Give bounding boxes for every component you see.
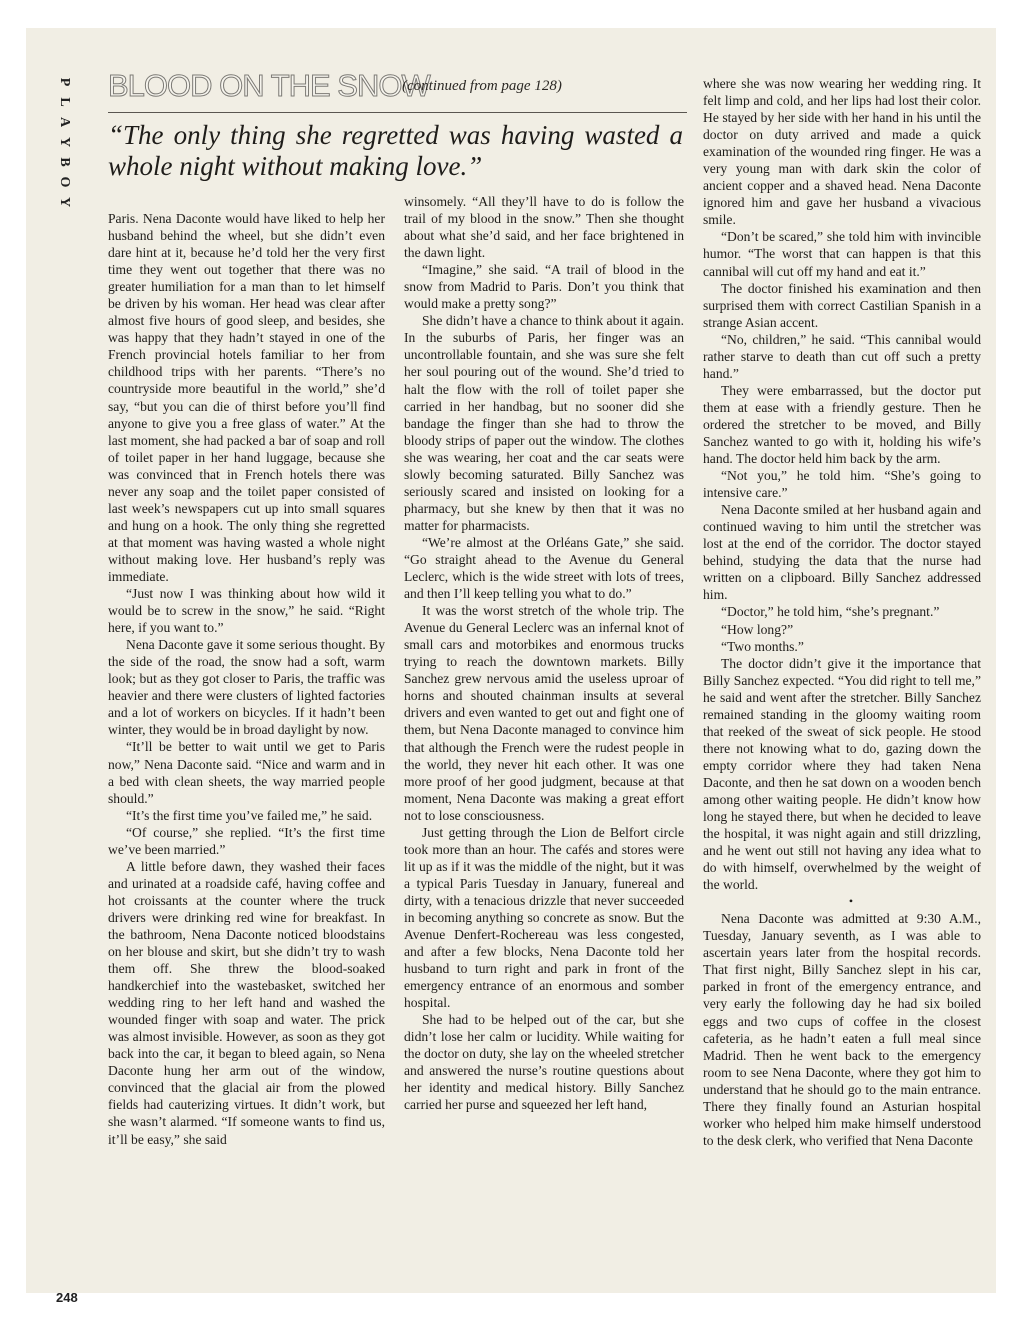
section-divider: • bbox=[848, 894, 854, 909]
paragraph: Nena Daconte smiled at her husband again and continued waving to him until the stretcher was lost at the end of the corridor. The doctor stayed behind, studying the data that the nurse had written on a clipboard. Billy Sanchez addressed him. bbox=[703, 502, 981, 603]
paragraph: “We’re almost at the Orléans Gate,” she said. “Go straight ahead to the Avenue du General Leclerc, which is the wide street with lots of trees, and then I’ll keep telling you what to do.” bbox=[404, 534, 684, 602]
paragraph: They were embarrassed, but the doctor put them at ease with a friendly gesture. Then he ordered the stretcher to be moved, and Billy Sanchez wanted to go with it, holding his wife’s hand. The doctor held him back by the arm. bbox=[703, 382, 981, 467]
paragraph: Just getting through the Lion de Belfort circle took more than an hour. The cafés and stores were lit up as if it was the middle of the night, but it was a typical Paris Tuesday in January, funereal and dirty, with a tenacious drizzle that never succeeded in becoming anything so concrete as snow. But the Avenue Denfert-Rochereau was less congested, and after a few blocks, Nena Daconte told her husband to turn right and park in front of the emergency entrance of an enormous and somber hospital. bbox=[404, 824, 684, 1011]
paragraph: Paris. Nena Daconte would have liked to help her husband behind the wheel, but she didn’t even dare hint at it, because he’d told her the very first time they went out together that there was no greater humiliation for a man than to let himself be driven by his woman. Her head was clear after almost five hours of good sleep, and besides, she was happy that they hadn’t stayed in one of the French provincial hotels familiar to her from childhood trips with her parents. “There’s no countryside more beautiful in the world,” she’d say, “but you can die of thirst before you’ll find anyone to give you a free glass of water.” At the last moment, she had packed a bar of soap and roll of toilet paper in her hand luggage, because she was convinced that in French hotels there was never any soap and the toilet paper consisted of last week’s newspapers cut up into small squares and hung on a hook. The only thing she regretted at that moment was having wasted a whole night without making love. Her husband’s reply was immediate. bbox=[108, 211, 385, 584]
paragraph: It was the worst stretch of the whole trip. The Avenue du General Leclerc was an infernal knot of small cars and motorbikes and enormous trucks trying to reach the downtown markets. Billy Sanchez grew nervous amid the useless uproar of horns and shouted chainman insults at several drivers and even wanted to get out and fight one of them, but Nena Daconte managed to convince him that although the French were the rudest people in the world, they never hit each other. It was one more proof of her good judgment, because at that moment, Nena Daconte was making a great effort not to lose consciousness. bbox=[404, 603, 684, 823]
paragraph: “No, children,” he said. “This cannibal would rather starve to death than cut off such a pretty hand.” bbox=[703, 331, 981, 381]
paragraph: A little before dawn, they washed their faces and urinated at a roadside café, having coffee and hot croissants at the counter where the truck drivers were drinking red wine for breakfast. In the bathroom, Nena Daconte noticed bloodstains on her blouse and skirt, but she didn’t try to wash them off. She threw the blood-soaked handkerchief into the wastebasket, switched her wedding ring to her left hand and washed the wounded finger with soap and water. The prick was almost invisible. However, as soon as they got back into the car, it began to bleed again, so Nena Daconte hung her arm out of the window, convinced that the glacial air from the plowed fields had cauterizing virtues. It didn’t work, but she wasn’t alarmed. “If someone wants to find us, it’ll be easy,” she said bbox=[108, 858, 385, 1147]
paragraph: Nena Daconte was admitted at 9:30 A.M., Tuesday, January seventh, as I was able to ascertain years later from the hospital records. That first night, Billy Sanchez slept in his car, parked in front of the emergency entrance, and very early the following day he had six boiled eggs and two cups of coffee in the closest cafeteria, as he hadn’t eaten a full meal since Madrid. Then he went back to the emergency room to see Nena Daconte, where they got him to understand that he should go to the main entrance. There they finally found an Asturian hospital worker who helped him make himself understood to the desk clerk, who verified that Nena Daconte bbox=[703, 911, 981, 1148]
paragraph: The doctor finished his examination and then surprised them with correct Castilian Spanish in a strange Asian accent. bbox=[703, 280, 981, 330]
text-column-3 bbox=[703, 75, 981, 1149]
title-rule bbox=[108, 112, 687, 113]
paragraph: “It’s the first time you’ve failed me,” he said. bbox=[126, 807, 373, 823]
text-column-2 bbox=[404, 193, 684, 1114]
paragraph: She had to be helped out of the car, but she didn’t lose her calm or lucidity. While waiting for the doctor on duty, she lay on the wheeled stretcher and answered the nurse’s routine questions about her identity and medical history. Billy Sanchez carried her purse and squeezed her left hand, bbox=[404, 1012, 684, 1113]
paragraph: “Of course,” she replied. “It’s the first time we’ve been married.” bbox=[108, 824, 385, 857]
magazine-letter: B bbox=[57, 157, 72, 167]
magazine-letter: A bbox=[57, 116, 72, 128]
paragraph: “Just now I was thinking about how wild it would be to screw in the snow,” he said. “Right here, if you want to.” bbox=[108, 586, 385, 636]
page-number: 248 bbox=[56, 1290, 78, 1305]
paragraph: “Imagine,” she said. “A trail of blood in the snow from Madrid to Paris. Don’t you think that would make a pretty song?” bbox=[404, 262, 684, 312]
magazine-page bbox=[26, 28, 996, 1305]
magazine-letter: Y bbox=[57, 136, 72, 148]
magazine-letter: L bbox=[57, 97, 72, 107]
paragraph: The doctor didn’t give it the importance that Billy Sanchez expected. “You did right to tell me,” he said and went after the stretcher. Billy Sanchez remained standing in the gloomy waiting room that reeked of the sweat of sick people. He stood there not knowing what to do, gazing down the empty corridor where they had taken Nena Daconte, and then he sat down on a wooden bench among other waiting people. He didn’t know how long he stayed there, but when he decided to leave the hospital, it was night again and still drizzling, and he went out still not having any idea what to do with himself, overwhelmed by the weight of the world. bbox=[703, 655, 981, 893]
magazine-name-vertical bbox=[56, 72, 72, 212]
text-column-1 bbox=[108, 210, 385, 1148]
paragraph: “Two months.” bbox=[721, 638, 804, 654]
paragraph: “Not you,” he told him. “She’s going to intensive care.” bbox=[703, 468, 981, 501]
paragraph: where she was now wearing her wedding ring. It felt limp and cold, and her lips had lost their color. He stayed by her side with her hand in his until the doctor on duty arrived and made a quick examination of the wounded ring finger. He was a very young man with dark skin the color of ancient copper and a shaved head. Nena Daconte ignored him and gave her husband a vivacious smile. bbox=[703, 76, 981, 228]
paragraph: winsomely. “All they’ll have to do is follow the trail of my blood in the snow.” Then she thought about what she’d said, and her face brightened in the dawn light. bbox=[404, 194, 684, 261]
pull-quote: “The only thing she regretted was having wasted a whole night without making love.” bbox=[108, 120, 683, 181]
paragraph: “Don’t be scared,” she told him with invincible humor. “The worst that can happen is that this cannibal will cut off my hand and eat it.” bbox=[703, 229, 981, 279]
paragraph: “Doctor,” he told him, “she’s pregnant.” bbox=[721, 604, 940, 620]
paragraph: “How long?” bbox=[721, 621, 794, 637]
paragraph: “It’ll be better to wait until we get to Paris now,” Nena Daconte said. “Nice and warm and in a bed with clean sheets, the way married people should.” bbox=[108, 739, 385, 806]
paragraph: She didn’t have a chance to think about it again. In the suburbs of Paris, her finger was an uncontrollable fountain, and she was sure she felt her soul pouring out of the wound. She’d tried to halt the flow with the roll of toilet paper she carried in her handbag, but no sooner did she bandage the finger than she had to throw the bloody strips of paper out the window. The clothes she was wearing, her coat and the car seats were slowly becoming saturated. Billy Sanchez was seriously scared and insisted on looking for a pharmacy, but she knew by then that it was no matter for pharmacists. bbox=[404, 313, 684, 533]
continued-note: (continued from page 128) bbox=[402, 78, 562, 94]
paragraph: Nena Daconte gave it some serious thought. By the side of the road, the snow had a soft, warm look; but as they got closer to Paris, the traffic was heavier and there were clusters of lighted factories and a lot of workers on bicycles. If it hadn’t been winter, they would be in broad daylight by now. bbox=[108, 637, 385, 738]
story-title: BLOOD ON THE SNOW bbox=[108, 68, 430, 103]
magazine-letter: Y bbox=[57, 196, 72, 208]
magazine-letter: P bbox=[57, 77, 72, 87]
magazine-letter: O bbox=[57, 176, 72, 188]
